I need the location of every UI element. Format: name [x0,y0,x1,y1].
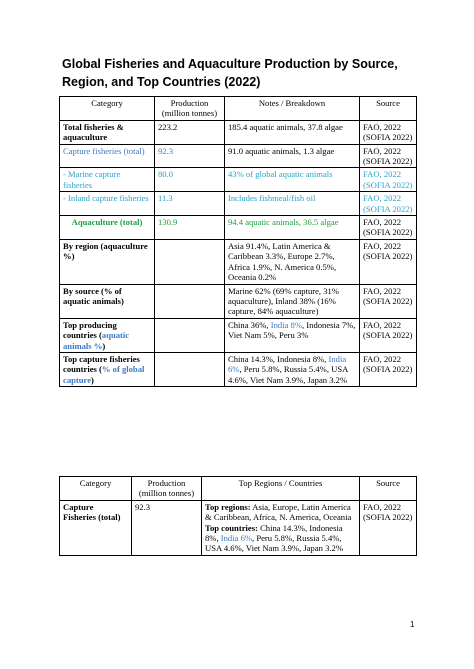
header-production: Production (million tonnes) [132,477,202,501]
row-notes [225,318,360,352]
category-highlight: % of global capture [63,364,145,385]
header-notes: Notes / Breakdown [225,97,360,121]
notes-highlight: India 6% [228,353,347,375]
row-category [60,318,155,352]
top-countries-label: Top countries: [205,522,258,533]
row-source: FAO, 2022 (SOFIA 2022) [360,284,417,318]
notes-text: China 14.3%, Indonesia 8%, [228,353,329,364]
row-category: Aquaculture (total) [60,216,155,240]
category-text: ) [102,340,106,351]
row-category: Total fisheries & aquaculture [60,120,155,144]
top-countries [205,523,356,554]
row-category: - Marine capture fisheries [60,168,155,192]
notes-text: , Indonesia 7%, Viet Nam 5%, Peru 3% [228,319,356,341]
table-row [60,120,417,144]
notes-text: , Peru 5.8%, Russia 5.4%, USA 4.6%, Viet Nam 3.9%, Japan 3.2% [228,364,348,385]
row-production: 130.9 [155,216,225,240]
row-production: 11.3 [155,192,225,216]
header-category: Category [60,97,155,121]
row-source: FAO, 2022 (SOFIA 2022) [360,239,417,284]
row-notes: Includes fishmeal/fish oil [225,192,360,216]
row-source: FAO, 2022 (SOFIA 2022) [360,318,417,352]
row-source: FAO, 2022 (SOFIA 2022) [360,216,417,240]
row-production: 92.3 [132,500,202,555]
category-highlight: aquatic animals % [63,330,130,351]
category-text: Top capture fisheries countries ( [63,353,140,375]
row-source: FAO, 2022 (SOFIA 2022) [360,500,417,555]
notes-highlight: India 8% [270,319,302,330]
row-source: FAO, 2022 (SOFIA 2022) [360,168,417,192]
table-header-row [60,477,417,501]
row-notes: Asia 91.4%, Latin America & Caribbean 3.3%, Europe 2.7%, Africa 1.9%, N. America 0.5%, Oceania 0.2% [225,239,360,284]
countries-text: China 14.3%, Indonesia 8%, [205,522,343,544]
table-row [60,168,417,192]
row-category: By region (aquaculture %) [60,239,155,284]
row-source: FAO, 2022 (SOFIA 2022) [360,144,417,168]
header-category: Category [60,477,132,501]
row-category: - Inland capture fisheries [60,192,155,216]
header-regions: Top Regions / Countries [202,477,360,501]
row-source: FAO, 2022 (SOFIA 2022) [360,120,417,144]
notes-text: China 36%, [228,319,271,330]
document-title: Global Fisheries and Aquaculture Production by Source, Region, and Top Countries (2022) [62,57,398,89]
category-text: ) [91,374,94,385]
row-notes: Marine 62% (69% capture, 31% aquaculture), Inland 38% (16% capture, 84% aquaculture) [225,284,360,318]
capture-fisheries-table [59,476,417,556]
top-regions-label: Top regions: [205,501,251,512]
row-notes: 43% of global aquatic animals [225,168,360,192]
row-source: FAO, 2022 (SOFIA 2022) [360,192,417,216]
page-number: 1 [410,620,415,629]
table-row [60,284,417,318]
production-table [59,96,417,387]
table-row [60,192,417,216]
row-notes: 185.4 aquatic animals, 37.8 algae [225,120,360,144]
row-category [60,352,155,386]
table-row [60,144,417,168]
row-production: 80.0 [155,168,225,192]
table-row [60,239,417,284]
table-row [60,216,417,240]
row-notes: 91.0 aquatic animals, 1.3 algae [225,144,360,168]
row-category: Capture fisheries (total) [60,144,155,168]
row-notes [225,352,360,386]
row-production: 92.3 [155,144,225,168]
countries-highlight: India 6% [220,533,253,544]
header-source: Source [360,97,417,121]
row-production [155,318,225,352]
table-row [60,318,417,352]
table-row [60,500,417,555]
row-category: By source (% of aquatic animals) [60,284,155,318]
row-production: 223.2 [155,120,225,144]
table-header-row [60,97,417,121]
row-production [155,239,225,284]
category-text: Top producing countries ( [63,319,117,341]
top-regions [205,502,356,523]
header-production: Production (million tonnes) [155,97,225,121]
top-regions-text: Asia, Europe, Latin America & Caribbean, Africa, N. America, Oceania [205,501,352,523]
table-row [60,352,417,386]
row-source: FAO, 2022 (SOFIA 2022) [360,352,417,386]
row-notes: 94.4 aquatic animals, 36.5 algae [225,216,360,240]
row-production [155,284,225,318]
countries-text: , Peru 5.8%, Russia 5.4%, USA 4.6%, Viet Nam 3.9%, Japan 3.2% [205,533,344,554]
row-regions [202,500,360,555]
header-source: Source [360,477,417,501]
row-category: Capture Fisheries (total) [60,500,132,555]
row-production [155,352,225,386]
